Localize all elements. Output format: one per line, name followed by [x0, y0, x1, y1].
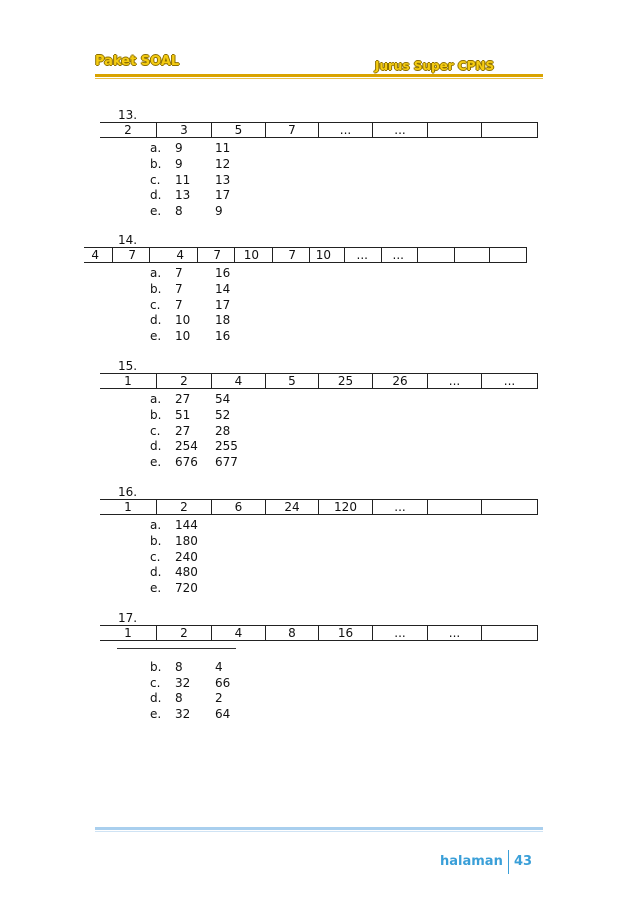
question-number: 15.: [118, 359, 138, 373]
option-letter: c.: [150, 675, 161, 690]
option-value: 4: [215, 659, 223, 674]
option-value: 480: [175, 565, 198, 580]
option-item: [0, 533, 638, 549]
sequence-cell: 1: [100, 500, 157, 514]
sequence-cell: ...: [373, 123, 428, 137]
question-17: [0, 610, 638, 740]
book-title: Paket SOAL: [95, 54, 180, 69]
option-letter: e.: [150, 329, 162, 344]
option-value: 255: [215, 439, 238, 454]
sequence-cell: [482, 123, 538, 137]
option-letter: e.: [150, 204, 162, 219]
sequence-cell: 7: [273, 248, 310, 262]
option-item: [0, 172, 638, 188]
sequence-cell: ...: [319, 123, 373, 137]
option-value: 9: [175, 156, 183, 171]
page-label: halaman: [440, 854, 503, 869]
page-number: 43: [514, 854, 533, 869]
sequence-cell: 4: [212, 626, 266, 640]
sequence-cell: 4: [212, 374, 266, 388]
sequence-row: [84, 247, 527, 263]
sequence-cell: 4: [150, 248, 198, 262]
option-item: [0, 706, 638, 722]
sequence-cell: 7: [266, 123, 319, 137]
blank-answer-line: [117, 648, 236, 649]
option-value: 2: [215, 691, 223, 706]
sequence-cell: 4: [84, 248, 113, 262]
sequence-cell: 7: [113, 248, 150, 262]
option-letter: a.: [150, 518, 162, 532]
option-item: [0, 328, 638, 344]
option-value: 11: [215, 141, 231, 155]
question-number: 17.: [118, 611, 138, 625]
option-value: 10: [175, 329, 191, 344]
sequence-cell: [428, 500, 482, 514]
option-item: [0, 659, 638, 675]
sequence-cell: [482, 500, 538, 514]
option-letter: c.: [150, 172, 161, 187]
sequence-cell: 1: [100, 626, 157, 640]
option-value: 254: [175, 439, 198, 454]
option-value: 676: [175, 455, 198, 470]
sequence-cell: ...: [373, 500, 428, 514]
question-number: 16.: [118, 485, 138, 499]
sequence-cell: ...: [428, 374, 482, 388]
option-item: [0, 312, 638, 328]
footer-rule: [95, 827, 543, 830]
option-letter: a.: [150, 141, 162, 155]
option-item: [0, 265, 638, 281]
sequence-cell: 10: [235, 248, 273, 262]
option-value: 677: [215, 455, 238, 470]
option-item: [0, 156, 638, 172]
option-value: 51: [175, 407, 191, 422]
option-value: 7: [175, 266, 183, 280]
option-letter: b.: [150, 281, 162, 296]
sequence-cell: [482, 626, 538, 640]
option-item: [0, 391, 638, 407]
option-value: 17: [215, 188, 231, 203]
sequence-row: [100, 122, 538, 138]
sequence-cell: 3: [157, 123, 212, 137]
option-item: [0, 549, 638, 565]
option-item: [0, 203, 638, 219]
sequence-cell: 24: [266, 500, 319, 514]
option-item: [0, 580, 638, 596]
option-value: 28: [215, 423, 231, 438]
option-value: 17: [215, 297, 231, 312]
option-letter: d.: [150, 313, 162, 328]
sequence-cell: ...: [428, 626, 482, 640]
option-value: 14: [215, 281, 231, 296]
option-value: 32: [175, 675, 191, 690]
option-value: 16: [215, 329, 231, 344]
sequence-cell: [428, 123, 482, 137]
sequence-cell: 5: [266, 374, 319, 388]
option-value: 7: [175, 281, 183, 296]
option-value: 32: [175, 707, 191, 722]
option-letter: b.: [150, 407, 162, 422]
option-value: 64: [215, 707, 231, 722]
option-letter: c.: [150, 423, 161, 438]
option-value: 8: [175, 204, 183, 219]
option-item: [0, 281, 638, 297]
sequence-cell: 2: [157, 374, 212, 388]
series-title: Jurus Super CPNS: [375, 59, 495, 73]
question-14: [0, 232, 638, 362]
header-rule: [95, 74, 543, 77]
header-rule-thin: [95, 78, 543, 79]
option-letter: e.: [150, 581, 162, 596]
option-value: 9: [215, 204, 223, 219]
option-item: [0, 423, 638, 439]
sequence-cell: ...: [373, 626, 428, 640]
option-value: 27: [175, 392, 191, 406]
option-item: [0, 140, 638, 156]
sequence-cell: 8: [266, 626, 319, 640]
option-value: 720: [175, 581, 198, 596]
option-value: 8: [175, 659, 183, 674]
option-value: 13: [215, 172, 231, 187]
sequence-cell: 6: [212, 500, 266, 514]
option-item: [0, 564, 638, 580]
sequence-cell: 10: [310, 248, 345, 262]
option-letter: e.: [150, 455, 162, 470]
question-15: [0, 358, 638, 488]
option-value: 16: [215, 266, 231, 280]
sequence-cell: 7: [198, 248, 235, 262]
option-item: [0, 675, 638, 691]
option-letter: b.: [150, 659, 162, 674]
sequence-cell: 2: [100, 123, 157, 137]
option-letter: d.: [150, 439, 162, 454]
sequence-cell: [455, 248, 490, 262]
sequence-row: [100, 625, 538, 641]
sequence-cell: 26: [373, 374, 428, 388]
option-letter: c.: [150, 549, 161, 564]
option-value: 18: [215, 313, 231, 328]
sequence-cell: 5: [212, 123, 266, 137]
option-item: [0, 690, 638, 706]
sequence-row: [100, 373, 538, 389]
option-value: 180: [175, 533, 198, 548]
sequence-cell: 2: [157, 626, 212, 640]
option-letter: d.: [150, 691, 162, 706]
sequence-cell: 1: [100, 374, 157, 388]
question-16: [0, 484, 638, 614]
question-number: 14.: [118, 233, 138, 247]
option-item: [0, 187, 638, 203]
question-number: 13.: [118, 108, 138, 122]
option-letter: e.: [150, 707, 162, 722]
option-value: 11: [175, 172, 191, 187]
sequence-row: [100, 499, 538, 515]
option-letter: a.: [150, 392, 162, 406]
option-value: 13: [175, 188, 191, 203]
option-value: 8: [175, 691, 183, 706]
sequence-cell: 25: [319, 374, 373, 388]
option-item: [0, 517, 638, 533]
footer-rule-thin: [95, 831, 543, 832]
option-value: 54: [215, 392, 231, 406]
option-item: [0, 407, 638, 423]
option-value: 52: [215, 407, 231, 422]
option-letter: c.: [150, 297, 161, 312]
option-value: 27: [175, 423, 191, 438]
option-letter: d.: [150, 188, 162, 203]
sequence-cell: ...: [382, 248, 418, 262]
sequence-cell: 120: [319, 500, 373, 514]
option-item: [0, 454, 638, 470]
sequence-cell: [490, 248, 527, 262]
option-item: [0, 438, 638, 454]
page-number-separator: [508, 850, 509, 874]
sequence-cell: [418, 248, 455, 262]
option-letter: d.: [150, 565, 162, 580]
sequence-cell: 2: [157, 500, 212, 514]
option-value: 10: [175, 313, 191, 328]
sequence-cell: ...: [345, 248, 382, 262]
option-letter: b.: [150, 533, 162, 548]
question-13: [0, 107, 638, 237]
option-value: 7: [175, 297, 183, 312]
sequence-cell: ...: [482, 374, 538, 388]
option-value: 9: [175, 141, 183, 155]
option-value: 12: [215, 156, 231, 171]
option-value: 144: [175, 518, 198, 532]
option-letter: a.: [150, 266, 162, 280]
option-item: [0, 297, 638, 313]
option-value: 240: [175, 549, 198, 564]
sequence-cell: 16: [319, 626, 373, 640]
option-value: 66: [215, 675, 231, 690]
option-letter: b.: [150, 156, 162, 171]
